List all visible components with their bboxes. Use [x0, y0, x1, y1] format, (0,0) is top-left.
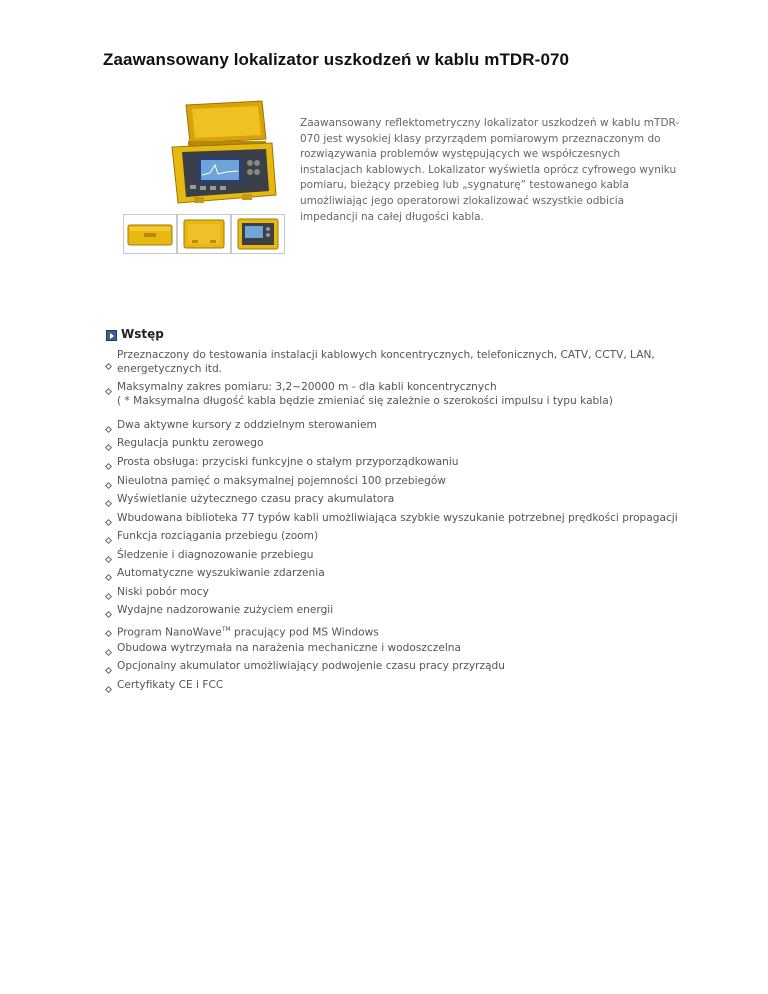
- section-title: Wstęp: [121, 327, 164, 341]
- thumbnail-closed-case[interactable]: [123, 214, 177, 254]
- list-item: Maksymalny zakres pomiaru: 3,2~20000 m - dla kabli koncentrycznych ( * Maksymalna długość kabla będzie zmieniać się zależnie o szerokości impulsu i typu kabla): [106, 381, 686, 409]
- case-top-icon: [178, 215, 230, 253]
- thumbnail-strip: [123, 214, 293, 254]
- diamond-bullet-icon: [105, 363, 112, 370]
- diamond-bullet-icon: [105, 519, 112, 526]
- thumbnail-case-top[interactable]: [177, 214, 231, 254]
- diamond-bullet-icon: [105, 463, 112, 470]
- diamond-bullet-icon: [105, 667, 112, 674]
- thumbnail-open-case[interactable]: [231, 214, 285, 254]
- diamond-bullet-icon: [105, 686, 112, 693]
- page-title: Zaawansowany lokalizator uszkodzeń w kablu mTDR-070: [103, 50, 570, 69]
- diamond-bullet-icon: [105, 556, 112, 563]
- diamond-bullet-icon: [105, 500, 112, 507]
- diamond-bullet-icon: [105, 630, 112, 637]
- diamond-bullet-icon: [105, 593, 112, 600]
- diamond-bullet-icon: [105, 649, 112, 656]
- diamond-bullet-icon: [105, 426, 112, 433]
- diamond-bullet-icon: [105, 444, 112, 451]
- diamond-bullet-icon: [105, 537, 112, 544]
- closed-case-icon: [124, 215, 176, 253]
- product-description: Zaawansowany reflektometryczny lokalizator uszkodzeń w kablu mTDR-070 jest wysokiej klasy przyrządem pomiarowym przeznaczonym do rozwiązywania problemów występujących we współczesnych instalacjach kablowych. Lokalizator wyświetla oprócz cyfrowego wyniku pomiaru, bieżący przebieg lub „sygnaturę” testowanego kabla umożliwiając jego operatorowi zlokalizować wszystkie odbicia impedancji na całej długości kabla.: [300, 117, 680, 223]
- diamond-bullet-icon: [105, 611, 112, 618]
- play-square-icon: [106, 330, 117, 341]
- list-item: Przeznaczony do testowania instalacji kablowych koncentrycznych, telefonicznych, CATV, CCTV, LAN, energetycznych itd.: [106, 349, 686, 377]
- product-image[interactable]: [168, 99, 280, 211]
- diamond-bullet-icon: [105, 482, 112, 489]
- diamond-bullet-icon: [105, 574, 112, 581]
- diamond-bullet-icon: [105, 388, 112, 395]
- open-case-icon: [232, 215, 284, 253]
